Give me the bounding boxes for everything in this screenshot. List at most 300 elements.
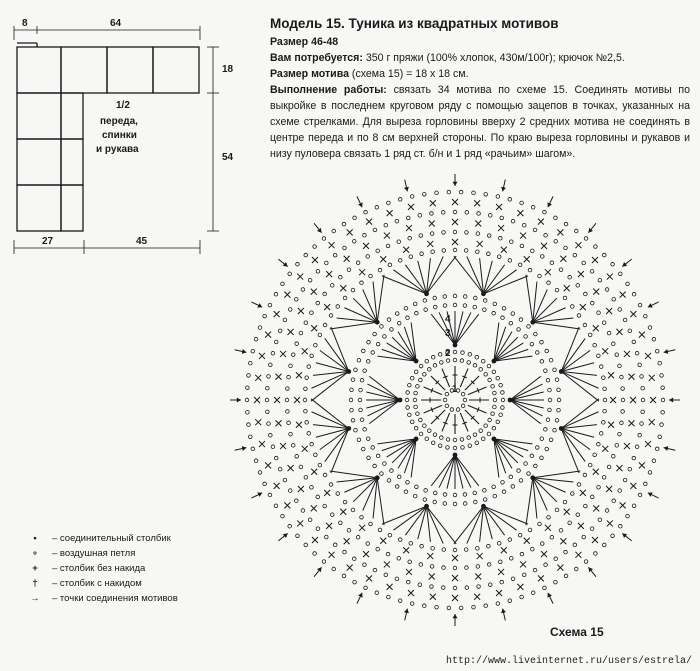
chain-stitch: [528, 268, 532, 272]
chain-stitch: [483, 299, 487, 303]
chain-stitch: [423, 424, 427, 428]
chain-stitch: [263, 314, 267, 318]
chain-stitch: [626, 282, 630, 286]
chain-stitch: [316, 270, 320, 274]
single-crochet-stitch: [545, 269, 551, 275]
chain-stitch: [497, 542, 501, 546]
chain-stitch: [492, 426, 496, 430]
chain-stitch: [251, 447, 255, 451]
chain-stitch: [518, 263, 522, 267]
chain-stitch: [499, 413, 503, 417]
chain-stitch: [544, 369, 548, 373]
chain-stitch: [496, 376, 500, 380]
chain-stitch: [318, 463, 322, 467]
single-crochet-stitch: [344, 538, 350, 544]
chain-stitch: [383, 462, 387, 466]
chain-stitch: [549, 438, 553, 442]
chain-stitch: [574, 229, 578, 233]
single-crochet-stitch: [524, 538, 530, 544]
chain-stitch: [363, 428, 367, 432]
single-crochet-stitch: [408, 204, 414, 210]
single-crochet-stitch: [639, 332, 645, 338]
chain-stitch: [531, 205, 535, 209]
chain-stitch: [281, 514, 285, 518]
chain-stitch: [453, 548, 457, 552]
chain-stitch: [404, 306, 408, 310]
legend-item: [18, 546, 178, 561]
chain-stitch: [367, 340, 371, 344]
chain-stitch: [274, 504, 278, 508]
chain-stitch: [545, 447, 549, 451]
chain-stitch: [623, 478, 627, 482]
chain-stitch: [628, 329, 632, 333]
chain-stitch: [540, 340, 544, 344]
dim-top-left: 8: [22, 18, 28, 29]
chain-stitch: [487, 563, 491, 567]
chain-stitch: [271, 445, 275, 449]
chain-stitch: [343, 246, 347, 250]
slip-stitch: [559, 426, 564, 431]
chain-stitch: [573, 253, 577, 257]
chain-stitch: [414, 426, 418, 430]
chain-stitch: [500, 580, 504, 584]
chain-stitch: [583, 323, 587, 327]
chain-stitch: [308, 278, 312, 282]
single-crochet-stitch: [366, 575, 372, 581]
chain-stitch: [431, 547, 435, 551]
slip-stitch-icon: •: [33, 533, 37, 544]
chain-stitch: [376, 547, 380, 551]
chain-stitch: [398, 538, 402, 542]
chain-stitch: [258, 471, 262, 475]
chain-stitch: [424, 308, 428, 312]
chain-stitch: [555, 288, 559, 292]
chain-stitch: [509, 475, 513, 479]
single-crochet-stitch: [560, 538, 566, 544]
chain-stitch: [278, 467, 282, 471]
chain-stitch: [473, 433, 477, 437]
single-crochet-stitch: [387, 210, 393, 216]
chain-stitch: [361, 349, 365, 353]
shell-fan-stitch: [367, 400, 400, 416]
chain-stitch: [380, 325, 384, 329]
chain-stitch: [347, 529, 351, 533]
single-crochet-stitch: [406, 569, 412, 575]
chain-stitch: [308, 518, 312, 522]
chain-stitch: [356, 535, 360, 539]
chain-stitch: [468, 353, 472, 357]
chain-stitch: [517, 328, 521, 332]
chain-stitch: [605, 288, 609, 292]
chain-stitch: [577, 314, 581, 318]
chain-stitch: [301, 288, 305, 292]
single-crochet-icon: +: [32, 563, 38, 574]
chain-stitch: [564, 550, 568, 554]
chain-stitch: [304, 253, 308, 257]
single-crochet-stitch: [501, 547, 507, 553]
chain-stitch: [492, 370, 496, 374]
chain-stitch: [559, 268, 563, 272]
chain-stitch: [360, 418, 364, 422]
single-crochet-stitch: [344, 256, 350, 262]
chain-stitch: [484, 372, 488, 376]
chain-stitch: [493, 391, 497, 395]
chain-stitch: [540, 456, 544, 460]
chain-stitch: [496, 420, 500, 424]
chain-stitch: [611, 454, 615, 458]
chain-stitch: [456, 408, 460, 412]
single-crochet-stitch: [630, 397, 636, 403]
chain-stitch: [271, 351, 275, 355]
chain-stitch: [583, 473, 587, 477]
chain-stitch: [584, 560, 588, 564]
chain-stitch: [352, 557, 356, 561]
single-crochet-stitch: [560, 256, 566, 262]
single-crochet-stitch: [254, 397, 260, 403]
chain-stitch: [640, 375, 644, 379]
chain-stitch: [502, 306, 506, 310]
single-crochet-stitch: [288, 465, 294, 471]
chain-stitch: [395, 577, 399, 581]
chain-stitch: [363, 233, 367, 237]
chain-stitch: [461, 351, 465, 355]
layout-label-1: 1/2: [116, 100, 130, 111]
chain-stitch: [464, 548, 468, 552]
chain-stitch: [409, 542, 413, 546]
chain-stitch: [360, 515, 364, 519]
chain-stitch: [248, 435, 252, 439]
chain-stitch: [405, 398, 409, 402]
chain-stitch: [258, 326, 262, 330]
chain-stitch: [611, 262, 615, 266]
chain-stitch: [288, 524, 292, 528]
chain-stitch: [483, 489, 487, 493]
single-crochet-stitch: [403, 547, 409, 553]
chain-stitch: [295, 342, 299, 346]
shell-fan-stitch: [455, 312, 471, 345]
chain-stitch: [442, 231, 446, 235]
chain-stitch: [398, 198, 402, 202]
chain-stitch: [661, 398, 665, 402]
single-crochet-stitch: [366, 219, 372, 225]
chain-stitch: [304, 475, 308, 479]
single-crochet-stitch: [298, 308, 304, 314]
chain-stitch: [602, 475, 606, 479]
chain-stitch: [420, 544, 424, 548]
chain-stitch: [632, 340, 636, 344]
chain-stitch: [404, 490, 408, 494]
single-crochet-stitch: [387, 584, 393, 590]
chain-stitch: [373, 332, 377, 336]
chain-stitch: [390, 328, 394, 332]
chain-stitch: [356, 261, 360, 265]
chain-stitch: [564, 246, 568, 250]
chain-stitch: [473, 364, 477, 368]
chain-stitch: [423, 372, 427, 376]
chain-stitch: [576, 513, 580, 517]
chain-stitch: [438, 353, 442, 357]
chain-stitch: [446, 359, 450, 363]
chain-stitch: [519, 318, 523, 322]
slip-stitch: [398, 398, 403, 403]
chain-stitch: [619, 524, 623, 528]
chain-stitch: [538, 522, 542, 526]
chain-stitch: [294, 297, 298, 301]
chain-stitch: [605, 509, 609, 513]
chain-stitch: [511, 219, 515, 223]
chain-stitch: [620, 375, 624, 379]
single-crochet-stitch: [593, 325, 599, 331]
chain-stitch: [599, 365, 603, 369]
chain-stitch: [418, 214, 422, 218]
chain-stitch: [638, 363, 642, 367]
chain-stitch: [488, 378, 492, 382]
single-crochet-stitch: [294, 397, 300, 403]
chain-stitch: [266, 410, 270, 414]
chain-stitch: [638, 493, 642, 497]
chain-stitch: [361, 447, 365, 451]
shell-fan-stitch: [510, 384, 543, 400]
shell-fan-stitch: [330, 471, 378, 478]
single-crochet-stitch: [326, 523, 332, 529]
chain-stitch: [353, 580, 357, 584]
chain-stitch: [420, 252, 424, 256]
chain-stitch: [418, 583, 422, 587]
slip-stitch: [453, 343, 458, 348]
chain-stitch: [602, 376, 606, 380]
chain-stitch: [618, 364, 622, 368]
chain-stitch: [584, 504, 588, 508]
chain-stitch: [493, 302, 497, 306]
chain-stitch: [438, 444, 442, 448]
chain-stitch: [573, 543, 577, 547]
single-crochet-stitch: [620, 292, 626, 298]
double-crochet-stitch: [465, 376, 479, 390]
shell-fan-stitch: [533, 322, 581, 329]
chain-stitch: [463, 502, 467, 506]
chain-stitch: [443, 398, 447, 402]
single-crochet-stitch: [265, 462, 271, 468]
chain-stitch: [287, 375, 291, 379]
chain-stitch: [291, 444, 295, 448]
chain-stitch: [409, 255, 413, 259]
chain-stitch: [612, 499, 616, 503]
chain-stitch: [453, 210, 457, 214]
single-crochet-stitch: [545, 525, 551, 531]
chain-stitch: [491, 385, 495, 389]
single-crochet-stitch: [649, 419, 655, 425]
shell-fan-stitch: [353, 298, 377, 322]
chain-stitch: [555, 418, 559, 422]
chain-stitch: [492, 311, 496, 315]
slip-stitch: [530, 320, 535, 325]
chain-stitch: [384, 573, 388, 577]
chain-stitch: [524, 462, 528, 466]
chain-stitch: [555, 508, 559, 512]
chain-stitch: [304, 321, 308, 325]
join-arrow-head: [669, 398, 673, 403]
single-crochet-stitch: [452, 555, 458, 561]
chain-stitch: [304, 409, 308, 413]
chain-stitch: [450, 408, 454, 412]
chain-stitch: [660, 423, 664, 427]
chain-stitch: [463, 295, 467, 299]
chain-stitch: [508, 198, 512, 202]
chain-stitch: [425, 359, 429, 363]
chain-stitch: [459, 190, 463, 194]
round-number-1: 1: [452, 384, 458, 395]
chain-stitch: [406, 316, 410, 320]
chain-stitch: [508, 538, 512, 542]
single-crochet-stitch: [311, 505, 317, 511]
single-crochet-stitch: [477, 553, 483, 559]
chain-stitch: [652, 459, 656, 463]
single-crochet-stitch: [580, 304, 586, 310]
chain-stitch: [281, 282, 285, 286]
chain-stitch: [453, 303, 457, 307]
chain-stitch: [430, 565, 434, 569]
single-crochet-stitch: [607, 520, 613, 526]
chain-stitch: [499, 383, 503, 387]
chain-stitch: [555, 378, 559, 382]
single-crochet-stitch: [610, 397, 616, 403]
chain-stitch: [475, 355, 479, 359]
single-crochet-stitch: [430, 200, 436, 206]
chain-stitch: [603, 387, 607, 391]
layout-label-3: спинки: [102, 130, 137, 141]
chain-stitch: [322, 560, 326, 564]
chain-stitch: [386, 244, 390, 248]
chain-stitch: [487, 252, 491, 256]
legend-label: – столбик с накидом: [52, 578, 142, 589]
dim-top-width: 64: [110, 18, 122, 29]
chain-stitch: [274, 340, 278, 344]
single-crochet-stitch: [259, 441, 265, 447]
chain-stitch: [431, 355, 435, 359]
shell-fan-stitch: [439, 455, 455, 488]
chain-stitch: [621, 398, 625, 402]
single-crochet-stitch: [593, 505, 599, 511]
slip-stitch: [346, 426, 351, 431]
chain-stitch: [453, 586, 457, 590]
chain-stitch: [522, 573, 526, 577]
chain-stitch: [387, 318, 391, 322]
chain-stitch: [287, 421, 291, 425]
single-crochet-stitch: [406, 225, 412, 231]
chain-stitch: [487, 544, 491, 548]
chain-stitch: [483, 498, 487, 502]
chain-stitch: [283, 478, 287, 482]
footer-url[interactable]: http://www.liveinternet.ru/users/estrela/: [445, 656, 692, 667]
single-crochet-stitch: [280, 443, 286, 449]
single-crochet-stitch: [538, 219, 544, 225]
chain-stitch: [501, 391, 505, 395]
chain-stitch: [375, 591, 379, 595]
single-crochet-stitch: [296, 422, 302, 428]
chain-stitch: [620, 421, 624, 425]
single-crochet-stitch: [616, 329, 622, 335]
chain-stitch: [295, 454, 299, 458]
chain-stitch: [288, 272, 292, 276]
chain-stitch: [500, 216, 504, 220]
single-crochet-stitch: [645, 353, 651, 359]
chain-stitch: [487, 234, 491, 238]
page-title: Модель 15. Туника из квадратных мотивов: [270, 16, 559, 31]
chain-stitch: [419, 378, 423, 382]
chain-stitch: [387, 479, 391, 483]
single-crochet-stitch: [541, 243, 547, 249]
chain-stitch: [543, 210, 547, 214]
chain-stitch: [564, 222, 568, 226]
chain-stitch: [475, 441, 479, 445]
chain-stitch: [410, 376, 414, 380]
chain-stitch: [350, 388, 354, 392]
single-crochet-stitch: [541, 551, 547, 557]
chain-stitch: [303, 398, 307, 402]
chain-stitch: [465, 586, 469, 590]
chain-stitch: [544, 233, 548, 237]
chain-stitch: [363, 369, 367, 373]
chain-stitch: [483, 308, 487, 312]
join-arrow-head: [237, 398, 241, 403]
single-crochet-stitch: [593, 289, 599, 295]
chain-stitch: [265, 398, 269, 402]
single-crochet-stitch: [452, 239, 458, 245]
chain-stitch: [419, 563, 423, 567]
chain-stitch: [476, 250, 480, 254]
chain-stitch: [435, 605, 439, 609]
chain-stitch: [584, 292, 588, 296]
slip-stitch: [530, 475, 535, 480]
chain-stitch: [359, 408, 363, 412]
chain-stitch: [530, 547, 534, 551]
chain-stitch: [369, 522, 373, 526]
chain-stitch: [501, 406, 505, 410]
chain-stitch: [299, 331, 303, 335]
slip-stitch: [453, 453, 458, 458]
chain-stitch: [371, 351, 375, 355]
chain-stitch: [615, 353, 619, 357]
single-crochet-stitch: [359, 525, 365, 531]
chain-stitch: [599, 432, 603, 436]
single-crochet-stitch: [296, 372, 302, 378]
chain-stitch: [463, 304, 467, 308]
single-crochet-stitch: [608, 422, 614, 428]
chain-stitch: [508, 259, 512, 263]
chain-stitch: [323, 504, 327, 508]
join-arrow-icon: →: [30, 593, 40, 604]
shell-fan-stitch: [377, 275, 384, 323]
single-crochet-stitch: [363, 551, 369, 557]
chain-stitch: [553, 368, 557, 372]
chain-stitch: [517, 469, 521, 473]
chain-stitch: [373, 464, 377, 468]
single-crochet-stitch: [620, 502, 626, 508]
chain-stitch: [635, 351, 639, 355]
chain-stitch: [453, 493, 457, 497]
chain-stitch: [540, 437, 544, 441]
join-arrow-head: [404, 187, 409, 192]
legend-item: [18, 576, 178, 591]
chain-stitch: [433, 296, 437, 300]
chain-stitch: [502, 490, 506, 494]
chain-stitch: [358, 398, 362, 402]
chain-stitch: [588, 333, 592, 337]
chain-stitch: [638, 433, 642, 437]
join-arrow-head: [664, 349, 669, 354]
chain-stitch: [246, 411, 250, 415]
chain-stitch: [476, 232, 480, 236]
